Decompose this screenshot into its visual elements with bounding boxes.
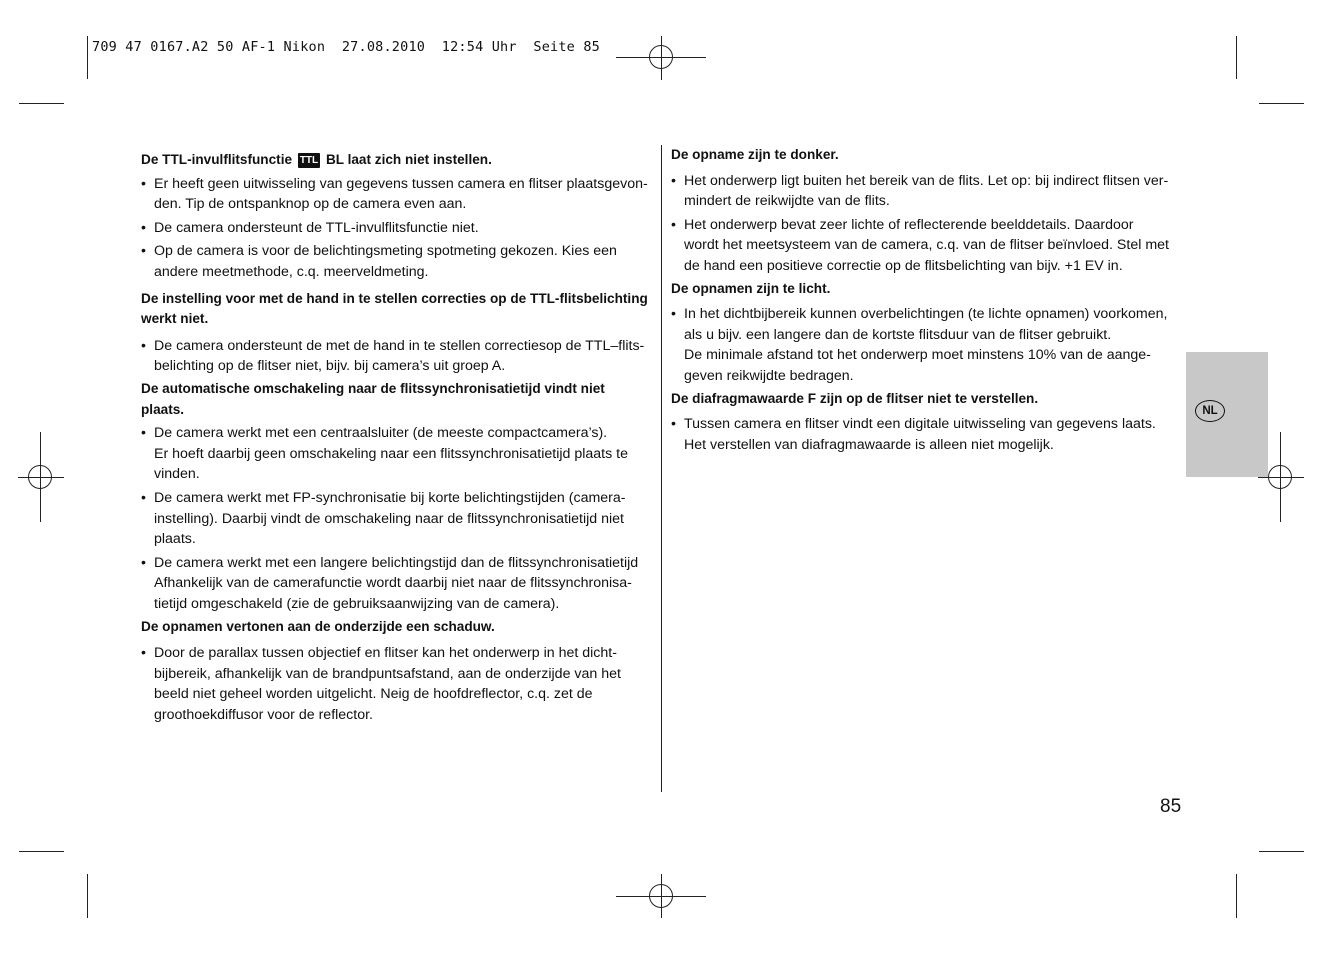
language-tab: [1186, 352, 1268, 477]
list-item: • De camera ondersteunt de TTL-invulflitsfunctie niet.: [141, 218, 651, 239]
list-item: • De camera werkt met een centraalsluiter (de meeste compactcamera’s). Er hoeft daarbij geen omschakeling naar een flitssynchronisatietijd plaats te vinden.: [141, 423, 651, 485]
left-column: [141, 150, 651, 725]
registration-mark-bottom: [616, 874, 706, 918]
section-heading-aperture: De diafragmawaarde F zijn op de flitser niet te verstellen.: [671, 390, 1039, 406]
crop-mark: [1259, 103, 1304, 104]
section-heading-shadow: De opnamen vertonen aan de onderzijde een schaduw.: [141, 619, 495, 635]
registration-mark-left: [18, 432, 64, 522]
list-item: • Tussen camera en flitser vindt een digitale uitwisseling van gegevens laats. Het verstellen van diafragmawaarde is alleen niet mogelijk.: [671, 414, 1186, 455]
list-item: • Op de camera is voor de belichtingsmeting spotmeting gekozen. Kies een andere meetmethode, c.q. meerveldmeting.: [141, 241, 651, 282]
crop-mark: [19, 103, 64, 104]
crop-mark: [1236, 36, 1237, 79]
list-item: • De camera ondersteunt de met de hand in te stellen correctiesop de TTL–flits- belichting op de flitser niet, bijv. bij camera’s uit groep A.: [141, 336, 651, 377]
section-heading-too-dark: De opname zijn te donker.: [671, 147, 839, 162]
print-header: 709 47 0167.A2 50 AF-1 Nikon 27.08.2010 12:54 Uhr Seite 85: [92, 39, 600, 55]
list-item: • Het onderwerp ligt buiten het bereik van de flits. Let op: bij indirect flitsen ver- mindert de reikwijdte van de flits.: [671, 171, 1186, 212]
right-column: [671, 145, 1186, 455]
registration-mark-top: [616, 36, 706, 80]
list-item: • De camera werkt met FP-synchronisatie bij korte belichtingstijden (camera- instelling). Daarbij vindt de omschakeling naar de flitssynchronisatietijd niet plaats.: [141, 488, 651, 550]
language-badge: NL: [1195, 400, 1225, 422]
list-item: • In het dichtbijbereik kunnen overbelichtingen (te lichte opnamen) voorkomen, als u bijv. een langere dan de kortste flitsduur van de flitser gebruikt. De minimale afstand tot het onderwerp moet minstens 10% van de aange- geven reikwijdte bedragen.: [671, 304, 1186, 386]
crop-mark: [1236, 874, 1237, 918]
section-heading-ttl: De TTL-invulflitsfunctie TTL BL laat zich niet instellen.: [141, 152, 492, 167]
crop-mark: [87, 36, 88, 79]
list-item: • Het onderwerp bevat zeer lichte of reflecterende beelddetails. Daardoor wordt het meetsysteem van de camera, c.q. van de flitser beïnvloed. Stel met de hand een positieve correctie op de flitsbelichting van bijv. +1 EV in.: [671, 215, 1186, 277]
section-heading-correction: De instelling voor met de hand in te stellen correcties op de TTL-flitsbelichting werkt niet.: [141, 290, 648, 327]
crop-mark: [87, 874, 88, 918]
crop-mark: [1259, 851, 1304, 852]
column-divider: [661, 145, 662, 792]
list-item: • Door de parallax tussen objectief en flitser kan het onderwerp in het dicht- bijbereik, afhankelijk van de brandpuntsafstand, aan de onderzijde van het beeld niet geheel worden uitgelicht. Neig de hoofdreflector, c.q. zet de groothoekdiffusor voor de reflector.: [141, 643, 651, 725]
list-item: • De camera werkt met een langere belichtingstijd dan de flitssynchronisatietijd Afhankelijk van de camerafunctie wordt daarbij niet naar de flitssynchronisa- tietijd omgeschakeld (zie de gebruiksaanwijzing van de camera).: [141, 553, 651, 615]
page-number: 85: [1160, 796, 1182, 817]
crop-mark: [19, 851, 64, 852]
section-heading-too-light: De opnamen zijn te licht.: [671, 280, 831, 296]
section-heading-sync: De automatische omschakeling naar de flitssynchronisatietijd vindt niet plaats.: [141, 380, 605, 417]
ttl-icon: TTL: [299, 155, 319, 166]
list-item: • Er heeft geen uitwisseling van gegevens tussen camera en flitser plaatsgevon- den. Tip de ontspanknop op de camera even aan.: [141, 174, 651, 215]
